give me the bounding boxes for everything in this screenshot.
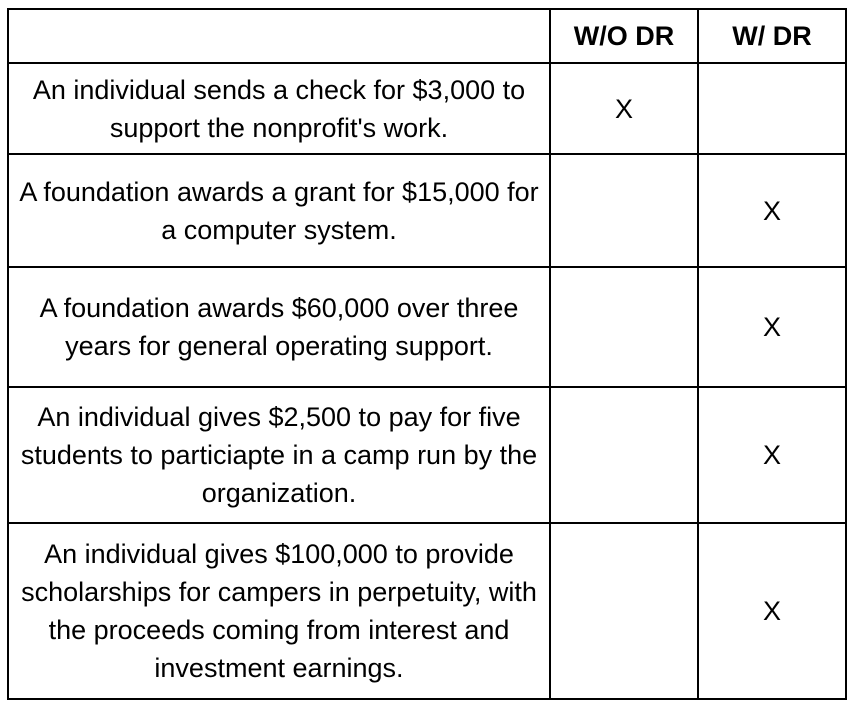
row-description: An individual gives $2,500 to pay for five students to particiapte in a camp run by the organization. [8, 387, 550, 523]
table-row [8, 523, 846, 699]
without-dr-mark [550, 523, 698, 699]
header-description [8, 9, 550, 63]
row-description: A foundation awards $60,000 over three years for general operating support. [8, 267, 550, 387]
with-dr-mark: X [698, 154, 846, 267]
table-row [8, 154, 846, 267]
row-description: A foundation awards a grant for $15,000 for a computer system. [8, 154, 550, 267]
with-dr-mark: X [698, 523, 846, 699]
donor-restriction-table [7, 8, 847, 700]
header-with-dr: W/ DR [698, 9, 846, 63]
row-description: An individual gives $100,000 to provide scholarships for campers in perpetuity, with the proceeds coming from interest and investment earnings. [8, 523, 550, 699]
with-dr-mark: X [698, 267, 846, 387]
without-dr-mark: X [550, 63, 698, 154]
header-without-dr: W/O DR [550, 9, 698, 63]
table-row [8, 387, 846, 523]
without-dr-mark [550, 267, 698, 387]
with-dr-mark: X [698, 387, 846, 523]
without-dr-mark [550, 154, 698, 267]
table-row [8, 267, 846, 387]
table-header-row [8, 9, 846, 63]
table-row [8, 63, 846, 154]
row-description: An individual sends a check for $3,000 to support the nonprofit's work. [8, 63, 550, 154]
with-dr-mark [698, 63, 846, 154]
without-dr-mark [550, 387, 698, 523]
